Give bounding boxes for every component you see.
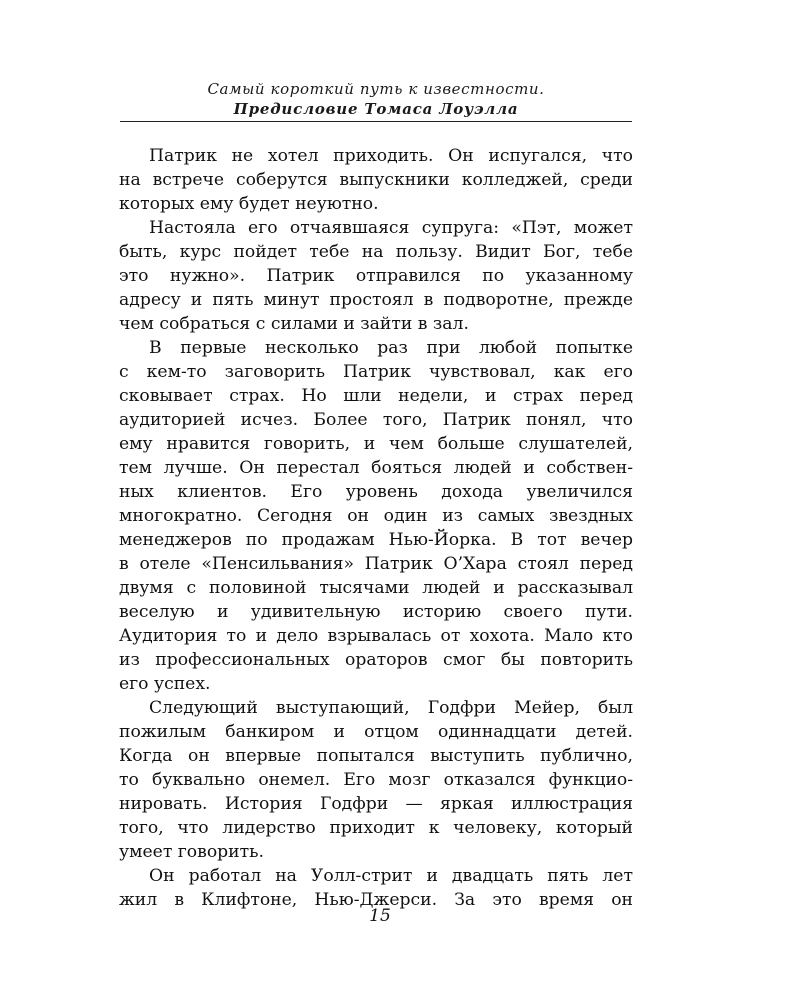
text-line: нировать. История Годфри — яркая иллюстрация bbox=[119, 794, 633, 814]
text-line: ных клиентов. Его уровень дохода увеличился bbox=[119, 482, 633, 502]
page-number: 15 bbox=[369, 906, 391, 926]
text-line: Он работал на Уолл-стрит и двадцать пять лет bbox=[149, 866, 633, 886]
text-line: В первые несколько раз при любой попытке bbox=[149, 338, 633, 358]
text-line: адресу и пять минут простоял в подворотне, прежде bbox=[119, 290, 633, 310]
text-line: которых ему будет неуютно. bbox=[119, 194, 379, 214]
text-line: веселую и удивительную историю своего пути. bbox=[119, 602, 633, 622]
text-line: ему нравится говорить, и чем больше слушателей, bbox=[119, 434, 633, 454]
text-line: быть, курс пойдет тебе на пользу. Видит Бог, тебе bbox=[119, 242, 633, 262]
text-line: чем собраться с силами и зайти в зал. bbox=[119, 314, 469, 334]
text-line: то буквально онемел. Его мозг отказался функцио- bbox=[119, 770, 633, 790]
running-head-subtitle: Предисловие Томаса Лоуэлла bbox=[233, 100, 519, 118]
text-line: Патрик не хотел приходить. Он испугался, что bbox=[149, 146, 633, 166]
text-line: Настояла его отчаявшаяся супруга: «Пэт, может bbox=[149, 218, 633, 238]
header-rule bbox=[120, 121, 632, 122]
text-line: многократно. Сегодня он один из самых звездных bbox=[119, 506, 633, 526]
text-line: умеет говорить. bbox=[119, 842, 264, 862]
text-line: на встрече соберутся выпускники колледжей, среди bbox=[119, 170, 633, 190]
text-line: пожилым банкиром и отцом одиннадцати детей. bbox=[119, 722, 633, 742]
text-line: это нужно». Патрик отправился по указанному bbox=[119, 266, 633, 286]
text-line: в отеле «Пенсильвания» Патрик О’Хара стоял перед bbox=[119, 554, 633, 574]
text-line: аудиторией исчез. Более того, Патрик понял, что bbox=[119, 410, 633, 430]
running-head-title: Самый короткий путь к известности. bbox=[207, 80, 545, 98]
text-line: его успех. bbox=[119, 674, 211, 694]
text-line: Аудитория то и дело взрывалась от хохота. Мало кто bbox=[119, 626, 633, 646]
text-line: того, что лидерство приходит к человеку, который bbox=[119, 818, 633, 838]
text-line: жил в Клифтоне, Нью-Джерси. За это время он bbox=[119, 890, 633, 910]
text-line: сковывает страх. Но шли недели, и страх перед bbox=[119, 386, 633, 406]
body-text bbox=[119, 144, 633, 912]
text-line: менеджеров по продажам Нью-Йорка. В тот вечер bbox=[119, 530, 633, 550]
text-line: Когда он впервые попытался выступить публично, bbox=[119, 746, 633, 766]
text-line: из профессиональных ораторов смог бы повторить bbox=[119, 650, 633, 670]
text-line: с кем-то заговорить Патрик чувствовал, как его bbox=[119, 362, 633, 382]
text-line: двумя с половиной тысячами людей и рассказывал bbox=[119, 578, 633, 598]
text-line: Следующий выступающий, Годфри Мейер, был bbox=[149, 698, 633, 718]
text-line: тем лучше. Он перестал бояться людей и собствен- bbox=[119, 458, 633, 478]
